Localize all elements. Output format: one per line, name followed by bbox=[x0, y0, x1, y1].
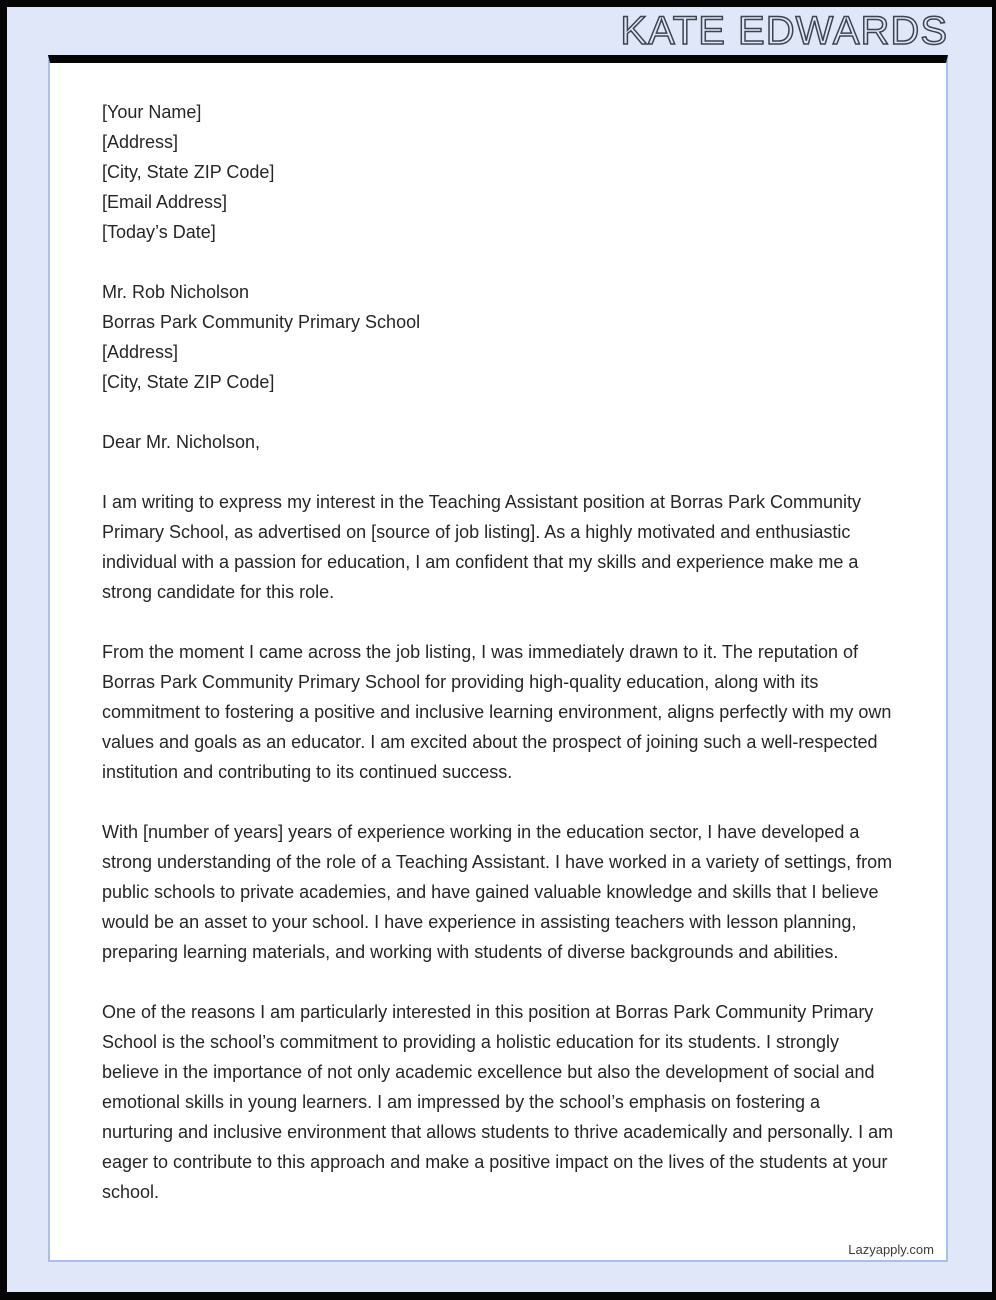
recipient-city-line: [City, State ZIP Code] bbox=[102, 372, 275, 392]
paragraph-interest: One of the reasons I am particularly interested in this position at Borras Park Community Primary School is the school’s commitment to providing a holistic education for its students. I strongly believe in the importance of not only academic excellence but also the development of social and emotional skills in young learners. I am impressed by the school’s emphasis on fostering a nurturing and inclusive environment that allows students to thrive academically and personally. I am eager to contribute to this approach and make a positive impact on the lives of the students at your school. bbox=[102, 1002, 894, 1202]
letter-document bbox=[48, 55, 948, 1262]
recipient-block bbox=[102, 277, 896, 397]
sender-name-line: [Your Name] bbox=[102, 102, 202, 122]
sender-block bbox=[102, 97, 896, 247]
sender-address-line: [Address] bbox=[102, 132, 179, 152]
recipient-school-line: Borras Park Community Primary School bbox=[102, 312, 421, 332]
sender-email-line: [Email Address] bbox=[102, 192, 228, 212]
sender-date-line: [Today’s Date] bbox=[102, 222, 216, 242]
paragraph-motivation: From the moment I came across the job listing, I was immediately drawn to it. The reputation of Borras Park Community Primary School for providing high-quality education, along with its commitment to fostering a positive and inclusive learning environment, aligns perfectly with my own values and goals as an educator. I am excited about the prospect of joining such a well-respected institution and contributing to its continued success. bbox=[102, 642, 892, 782]
salutation bbox=[102, 427, 896, 457]
recipient-address-line: [Address] bbox=[102, 342, 179, 362]
sender-city-line: [City, State ZIP Code] bbox=[102, 162, 275, 182]
paragraph-intro: I am writing to express my interest in the Teaching Assistant position at Borras Park Community Primary School, as advertised on [source of job listing]. As a highly motivated and enthusiastic individual with a passion for education, I am confident that my skills and experience make me a strong candidate for this role. bbox=[102, 492, 861, 602]
header-name: KATE EDWARDS bbox=[620, 8, 948, 53]
recipient-name-line: Mr. Rob Nicholson bbox=[102, 282, 250, 302]
salutation-line: Dear Mr. Nicholson, bbox=[102, 432, 261, 452]
watermark-text: Lazyapply.com bbox=[842, 1242, 934, 1258]
paragraph-experience: With [number of years] years of experience working in the education sector, I have developed a strong understanding of the role of a Teaching Assistant. I have worked in a variety of settings, from public schools to private academies, and have gained valuable knowledge and skills that I believe would be an asset to your school. I have experience in assisting teachers with lesson planning, preparing learning materials, and working with students of diverse backgrounds and abilities. bbox=[102, 822, 893, 962]
letter-header bbox=[7, 7, 992, 55]
